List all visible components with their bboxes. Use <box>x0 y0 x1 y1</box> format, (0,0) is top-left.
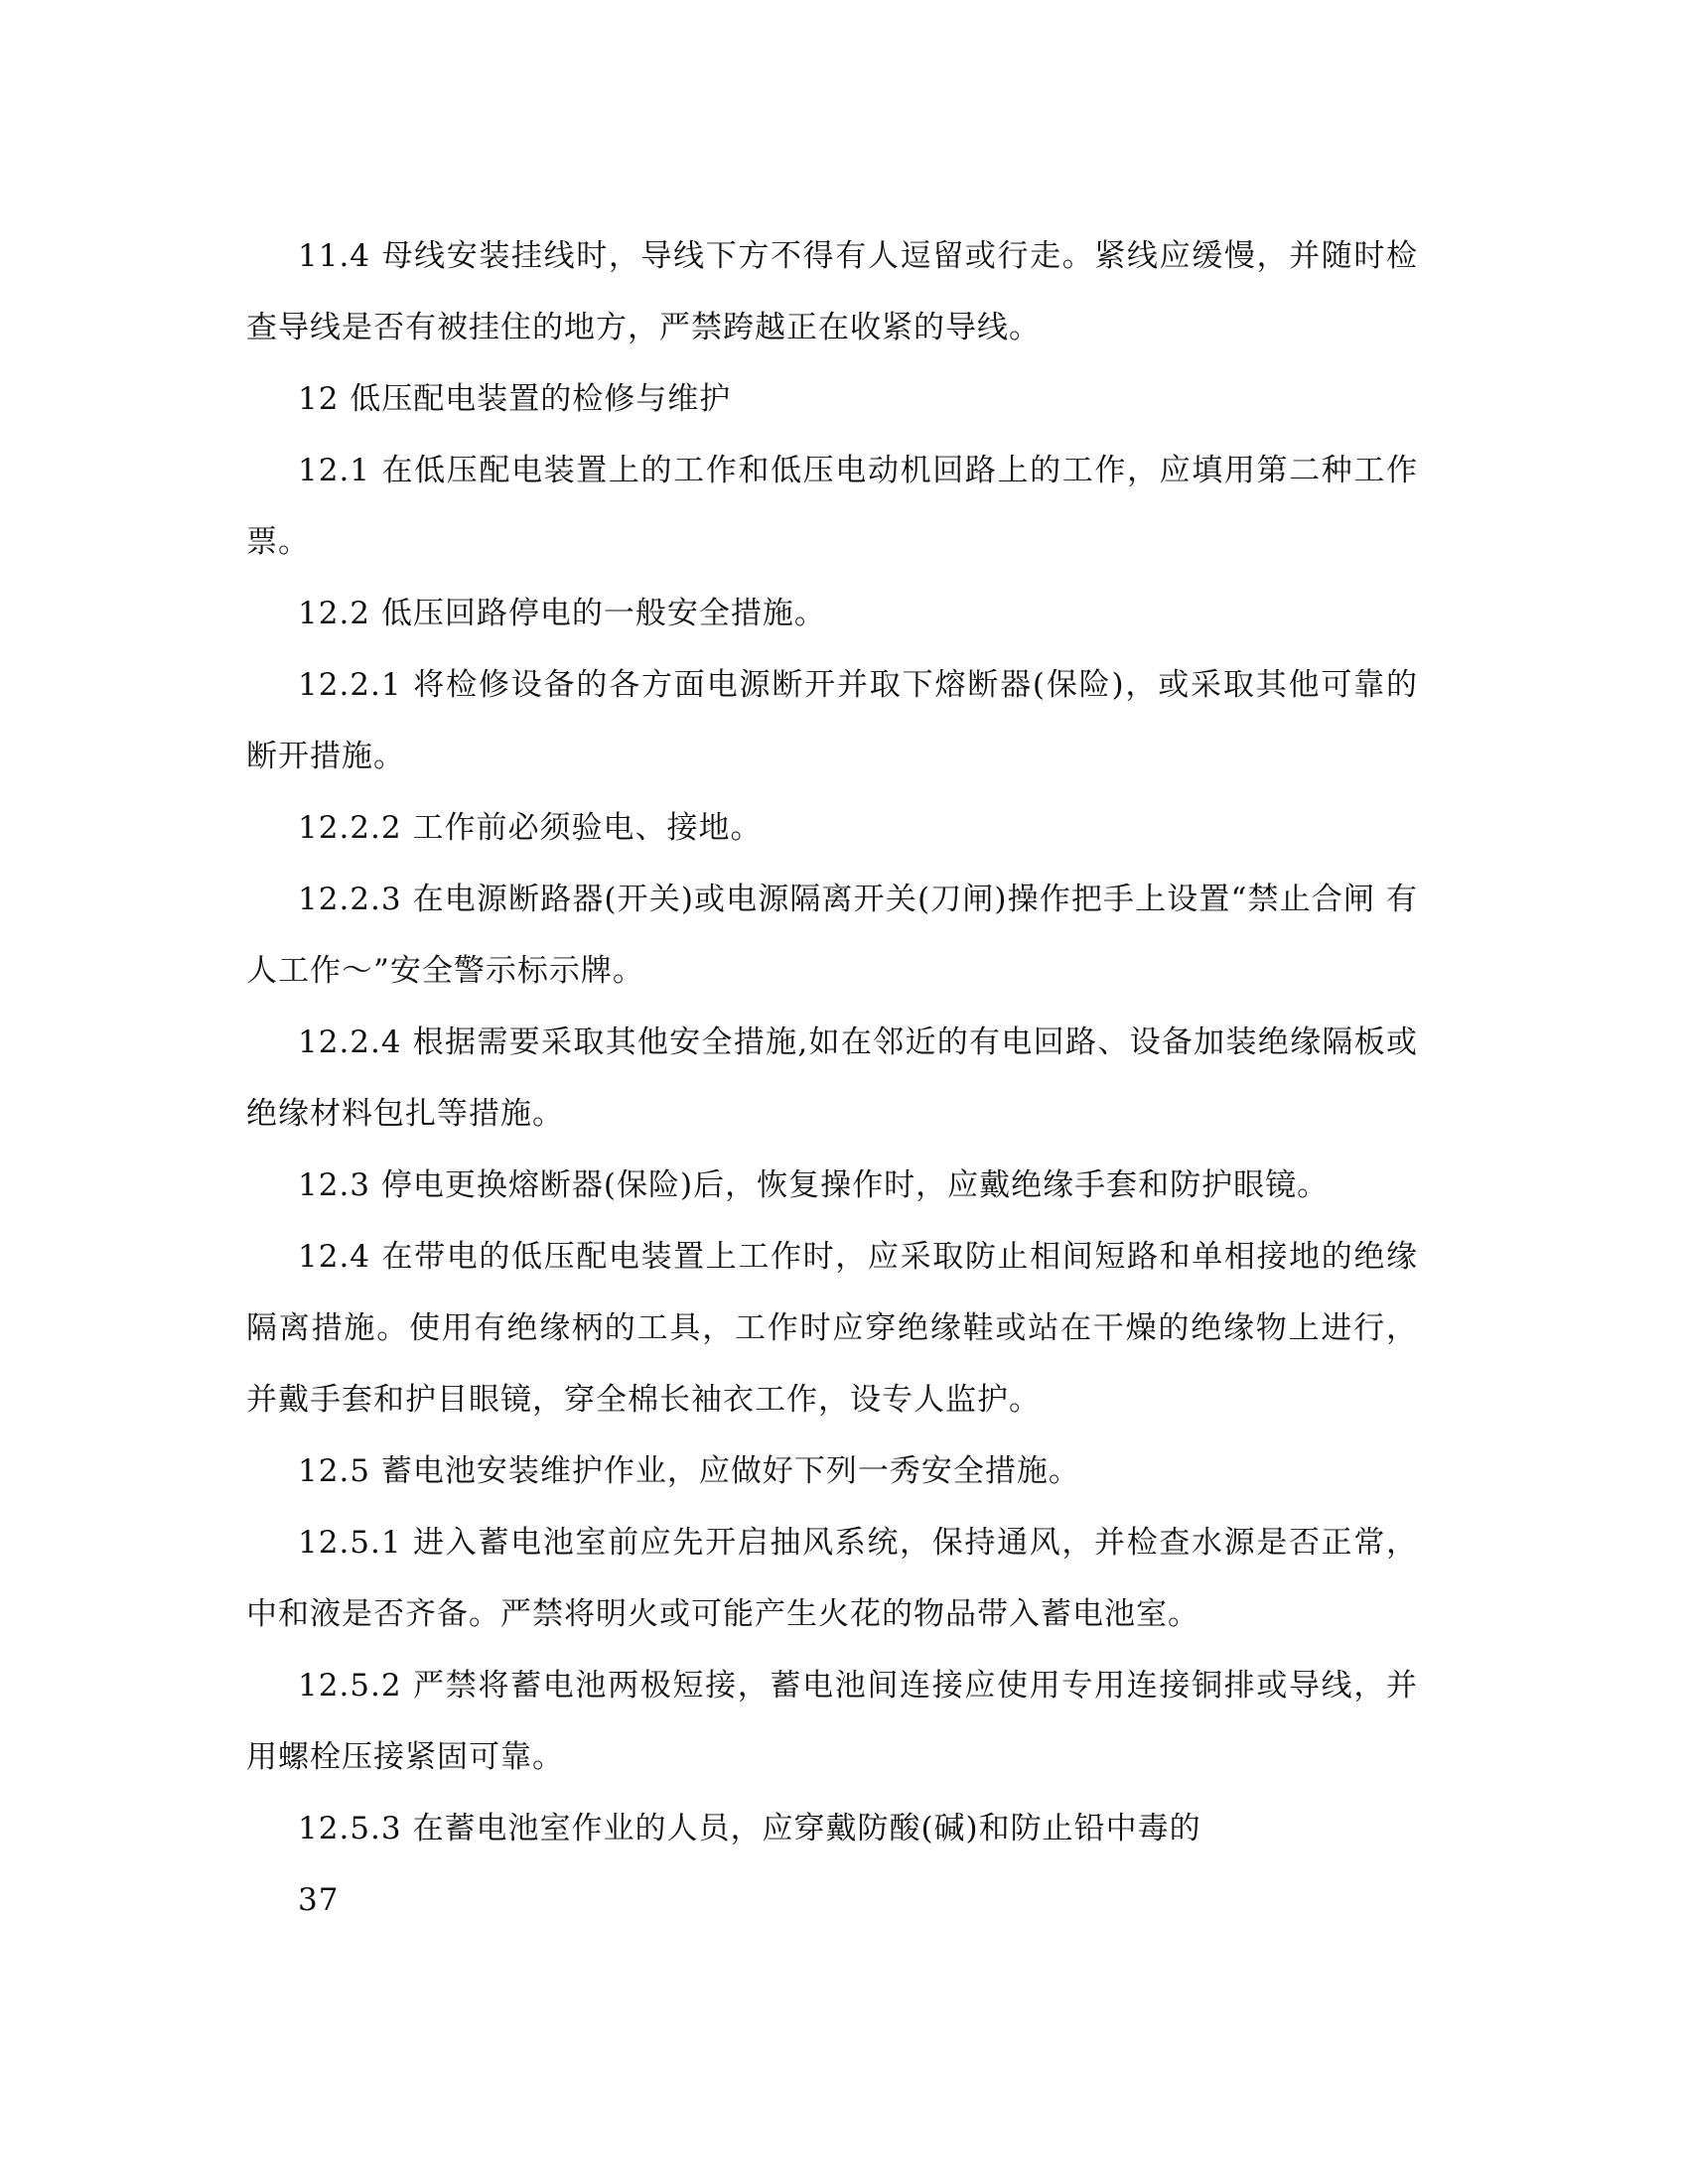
page-number: 37 <box>298 1882 340 1918</box>
paragraph-12-2-2: 12.2.2 工作前必须验电、接地。 <box>298 810 763 846</box>
paragraph-12-5-1: 12.5.1 进入蓄电池室前应先开启抽风系统，保持通风，并检查水源是否正常，中和液是否齐备。严禁将明火或可能产生火花的物品带入蓄电池室。 <box>246 1525 1418 1632</box>
paragraph-12-4: 12.4 在带电的低压配电装置上工作时，应采取防止相间短路和单相接地的绝缘隔离措施。使用有绝缘柄的工具，工作时应穿绝缘鞋或站在干燥的绝缘物上进行，并戴手套和护目眼镜，穿全棉长袖衣工作，设专人监护。 <box>246 1239 1418 1418</box>
section-heading-12: 12 低压配电装置的检修与维护 <box>298 381 732 417</box>
paragraph-11-4: 11.4 母线安装挂线时，导线下方不得有人逗留或行走。紧线应缓慢，并随时检查导线是否有被挂住的地方，严禁跨越正在收紧的导线。 <box>246 238 1418 345</box>
paragraph-12-3: 12.3 停电更换熔断器(保险)后，恢复操作时，应戴绝缘手套和防护眼镜。 <box>298 1167 1330 1203</box>
paragraph-12-2-3: 12.2.3 在电源断路器(开关)或电源隔离开关(刀闸)操作把手上设置“禁止合闸 有人工作～”安全警示标示牌。 <box>246 882 1418 989</box>
paragraph-12-5: 12.5 蓄电池安装维护作业，应做好下列一秀安全措施。 <box>298 1453 1080 1489</box>
paragraph-12-2-4: 12.2.4 根据需要采取其他安全措施,如在邻近的有电回路、设备加装绝缘隔板或绝缘材料包扎等措施。 <box>246 1024 1418 1132</box>
document-page <box>246 220 1418 1936</box>
paragraph-12-5-3: 12.5.3 在蓄电池室作业的人员，应穿戴防酸(碱)和防止铅中毒的 <box>298 1811 1201 1846</box>
paragraph-12-5-2: 12.5.2 严禁将蓄电池两极短接，蓄电池间连接应使用专用连接铜排或导线，并用螺栓压接紧固可靠。 <box>246 1668 1418 1775</box>
paragraph-12-2: 12.2 低压回路停电的一般安全措施。 <box>298 596 826 631</box>
paragraph-12-2-1: 12.2.1 将检修设备的各方面电源断开并取下熔断器(保险)，或采取其他可靠的断开措施。 <box>246 667 1418 774</box>
paragraph-12-1: 12.1 在低压配电装置上的工作和低压电动机回路上的工作，应填用第二种工作票。 <box>246 453 1418 560</box>
